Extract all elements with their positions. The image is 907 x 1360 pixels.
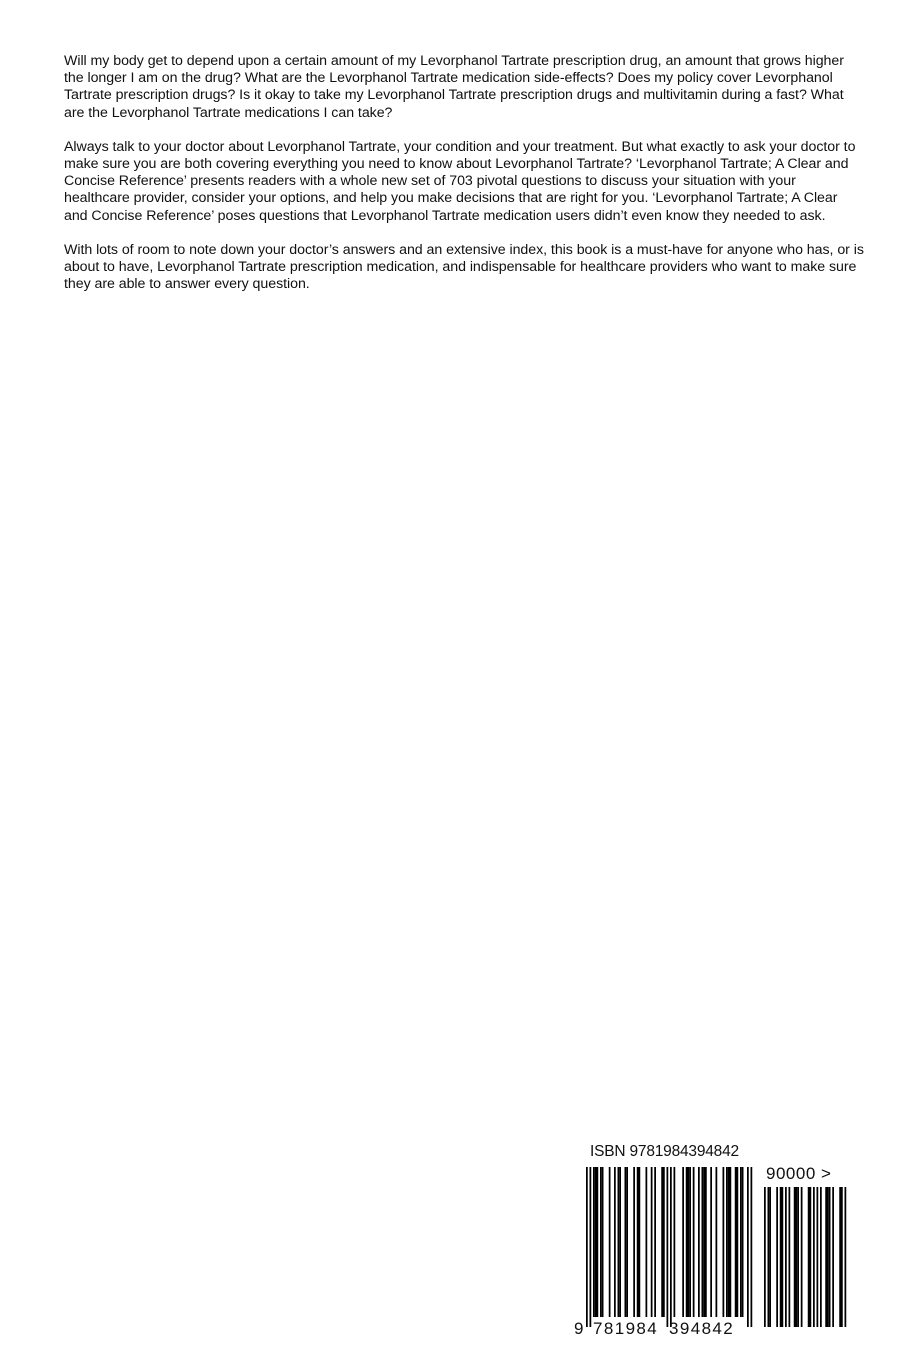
barcode-bar xyxy=(698,1167,700,1317)
addon-bar xyxy=(832,1187,834,1327)
addon-bar xyxy=(776,1187,778,1327)
barcode-bar xyxy=(751,1167,753,1327)
addon-bar xyxy=(810,1187,812,1327)
barcode-bar xyxy=(597,1167,599,1317)
barcode-bar xyxy=(728,1167,730,1317)
barcode-bar xyxy=(674,1167,676,1317)
barcode-bar xyxy=(593,1167,595,1317)
barcode-bar xyxy=(654,1167,656,1317)
addon-bar xyxy=(825,1187,827,1327)
barcode-bar xyxy=(742,1167,744,1317)
barcode-bar xyxy=(619,1167,621,1317)
barcode-bar xyxy=(646,1167,648,1317)
barcode-bar xyxy=(625,1167,627,1317)
barcode-bar xyxy=(686,1167,688,1317)
barcode-bar xyxy=(633,1167,635,1317)
barcode-bar xyxy=(705,1167,707,1317)
barcode-bar xyxy=(651,1167,653,1317)
addon-bar xyxy=(820,1187,822,1327)
isbn-barcode xyxy=(574,1143,874,1343)
addon-bar xyxy=(827,1187,829,1327)
barcode-bar xyxy=(740,1167,742,1317)
barcode-bar xyxy=(682,1167,684,1317)
barcode-bar xyxy=(639,1167,641,1317)
barcode-first-digit: 9 xyxy=(574,1319,584,1338)
barcode-bar xyxy=(688,1167,690,1317)
barcode-bar xyxy=(595,1167,597,1317)
addon-bar xyxy=(797,1187,799,1327)
addon-bar xyxy=(801,1187,803,1327)
paragraph-3: With lots of room to note down your doctor’s answers and an extensive index, this book is a must-have for anyone who has, or is about to have, Levorphanol Tartrate prescription medication, and indispensable for healthcare providers who want to make sure they are able to answer every question. xyxy=(64,241,864,293)
barcode-bar xyxy=(737,1167,739,1317)
barcode-bar xyxy=(693,1167,695,1317)
paragraph-2: Always talk to your doctor about Levorphanol Tartrate, your condition and your treatment. But what exactly to ask your doctor to make sure you are both covering everything you need to know about Levorphanol Tartrate? ‘Levorphanol Tartrate; A Clear and Concise Reference’ presents readers with a whole new set of 703 pivotal questions to discuss your situation with your healthcare provider, consider your options, and help you make decisions that are right for you. ‘Levorphanol Tartrate; A Clear and Concise Reference’ poses questions that Levorphanol Tartrate medication users didn’t even know they needed to ask. xyxy=(64,138,856,224)
addon-bar xyxy=(813,1187,815,1327)
addon-bar xyxy=(780,1187,782,1327)
barcode-bar xyxy=(663,1167,665,1317)
addon-bar xyxy=(829,1187,831,1327)
addon-bar xyxy=(845,1187,847,1327)
barcode-bar xyxy=(747,1167,749,1327)
barcode-bar xyxy=(710,1167,712,1317)
addon-bar xyxy=(768,1187,770,1327)
barcode-bar xyxy=(735,1167,737,1317)
addon-bar xyxy=(794,1187,796,1327)
barcode-bars xyxy=(574,1143,874,1343)
barcode-right-digits: 394842 xyxy=(669,1319,735,1338)
barcode-bar xyxy=(670,1167,672,1327)
barcode-bar xyxy=(667,1167,669,1327)
price-addon-label: 90000 > xyxy=(766,1164,832,1183)
barcode-bar xyxy=(614,1167,616,1317)
barcode-bar xyxy=(602,1167,604,1317)
barcode-bar xyxy=(590,1167,592,1327)
barcode-bar xyxy=(702,1167,704,1317)
barcode-bar xyxy=(703,1167,705,1317)
addon-bar xyxy=(796,1187,798,1327)
addon-bar xyxy=(841,1187,843,1327)
addon-bar xyxy=(764,1187,766,1327)
barcode-left-digits: 781984 xyxy=(593,1319,659,1338)
barcode-bar xyxy=(730,1167,732,1317)
addon-bar xyxy=(817,1187,819,1327)
barcode-bar xyxy=(689,1167,691,1317)
addon-bar xyxy=(785,1187,787,1327)
addon-bar xyxy=(782,1187,784,1327)
addon-bar xyxy=(769,1187,771,1327)
barcode-bar xyxy=(586,1167,588,1327)
barcode-bar xyxy=(716,1167,718,1317)
addon-bar xyxy=(789,1187,791,1327)
isbn-label: ISBN 9781984394842 xyxy=(590,1143,739,1160)
barcode-bar xyxy=(661,1167,663,1317)
paragraph-1: Will my body get to depend upon a certain amount of my Levorphanol Tartrate prescription drug, an amount that grows higher the longer I am on the drug? What are the Levorphanol Tartrate medication side-effects? Does my policy cover Levorphanol Tartrate prescription drugs? Is it okay to take my Levorphanol Tartrate prescription drugs and multivitamin during a fast? What are the Levorphanol Tartrate medications I can take? xyxy=(64,53,844,121)
barcode-bar xyxy=(637,1167,639,1317)
barcode-bar xyxy=(626,1167,628,1317)
barcode-bar xyxy=(609,1167,611,1317)
barcode-bar xyxy=(723,1167,725,1317)
addon-bar xyxy=(808,1187,810,1327)
back-cover-text xyxy=(64,53,864,310)
addon-bar xyxy=(839,1187,841,1327)
barcode-bar xyxy=(618,1167,620,1317)
barcode-bar xyxy=(726,1167,728,1317)
barcode-bar xyxy=(600,1167,602,1317)
